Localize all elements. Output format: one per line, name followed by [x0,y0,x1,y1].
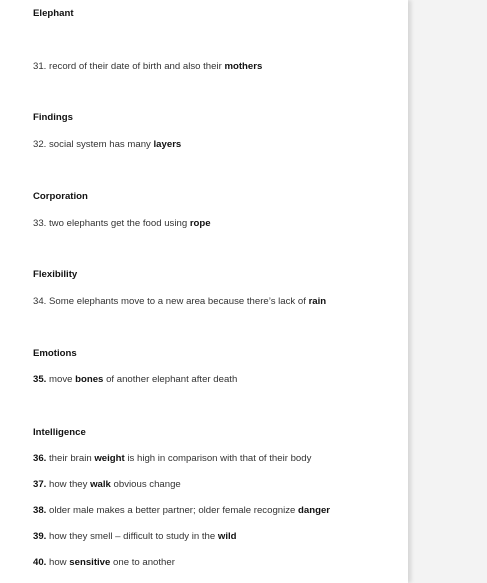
item-text-after: obvious change [110,479,181,490]
answer-item-40 [33,557,175,569]
item-text: their brain [46,453,95,464]
item-answer: sensitive [69,557,111,568]
item-number: 40. [33,557,47,568]
item-number: 34. [33,296,47,307]
item-number: 39. [33,531,47,542]
item-answer: walk [90,479,111,490]
answer-item-31 [33,61,262,73]
answer-item-33 [33,218,211,230]
section-heading-flexibility: Flexibility [33,269,78,280]
item-text: Some elephants move to a new area because there’s lack of [46,296,309,307]
answer-item-38 [33,505,330,517]
item-text: how they [46,479,91,490]
item-number: 32. [33,139,47,150]
item-answer: layers [153,139,182,150]
item-answer: bones [75,374,104,385]
item-number: 31. [33,61,47,72]
item-text-after: of another elephant after death [103,374,238,385]
answer-item-34 [33,296,326,308]
item-text: move [46,374,76,385]
item-text: older male makes a better partner; older female recognize [46,505,299,516]
item-text: record of their date of birth and also their [46,61,225,72]
item-number: 37. [33,479,47,490]
item-text: how they smell – difficult to study in the [46,531,218,542]
item-answer: rain [308,296,327,307]
section-heading-emotions: Emotions [33,348,77,359]
item-text-after: is high in comparison with that of their body [124,453,312,464]
answer-item-35 [33,374,237,386]
section-heading-findings: Findings [33,112,73,123]
answer-item-32 [33,139,181,151]
section-heading-corporation: Corporation [33,191,88,202]
item-text: how [46,557,70,568]
item-answer: wild [217,531,237,542]
answer-item-36 [33,453,311,465]
answer-item-37 [33,479,181,491]
section-heading-intelligence: Intelligence [33,427,86,438]
section-heading-elephant: Elephant [33,8,74,19]
item-answer: danger [298,505,331,516]
item-text-after: one to another [110,557,175,568]
item-number: 38. [33,505,47,516]
item-answer: mothers [224,61,263,72]
item-number: 33. [33,218,47,229]
item-answer: weight [94,453,125,464]
answer-item-39 [33,531,237,543]
item-number: 35. [33,374,47,385]
item-answer: rope [189,218,211,229]
item-number: 36. [33,453,47,464]
item-text: social system has many [46,139,154,150]
item-text: two elephants get the food using [46,218,190,229]
